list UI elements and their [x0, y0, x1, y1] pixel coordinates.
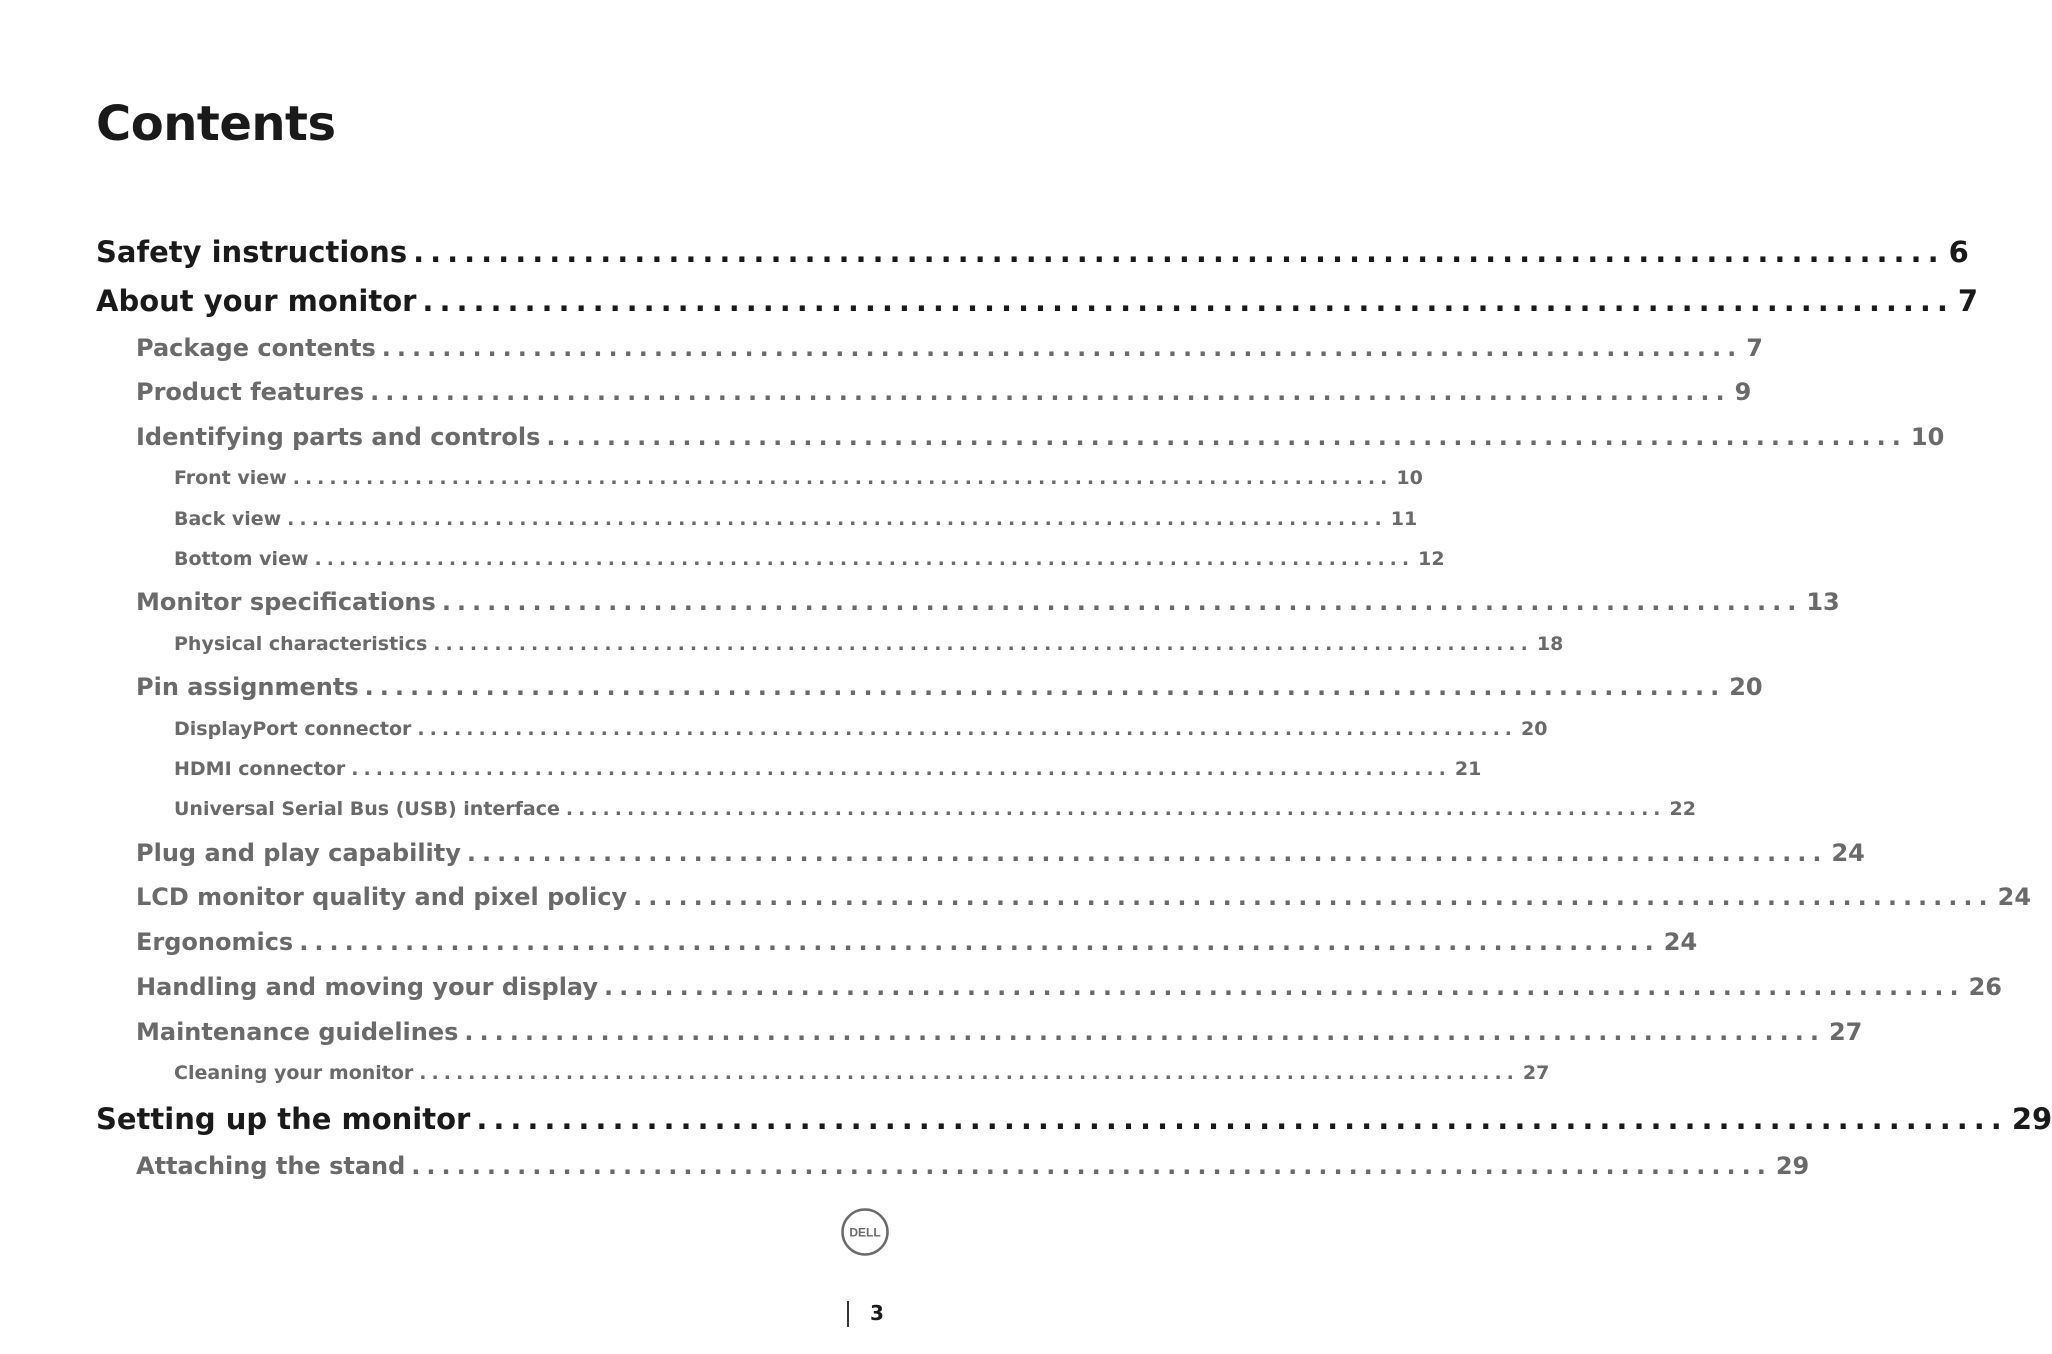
toc-entry-maintenance-guidelines[interactable]: [136, 1015, 1863, 1049]
toc-entry-page: 10: [1396, 467, 1423, 489]
toc-entry-front-view[interactable]: [174, 464, 1423, 492]
toc-entry-title: Back view: [174, 508, 282, 530]
toc-entry-page: 7: [1957, 284, 1979, 318]
toc-dot-leader: ..........................................................................................: [411, 1152, 1772, 1180]
toc-entry-cleaning-your-monitor[interactable]: [174, 1059, 1550, 1087]
toc-entry-safety-instructions[interactable]: [96, 232, 1969, 272]
toc-dot-leader: ..........................................................................................: [381, 334, 1743, 362]
toc-entry-title: Plug and play capability: [136, 839, 461, 867]
toc-entry-monitor-specifications[interactable]: [136, 585, 1840, 619]
toc-entry-title: Setting up the monitor: [96, 1102, 471, 1136]
toc-entry-title: Front view: [174, 467, 287, 489]
toc-dot-leader: ..........................................................................................: [476, 1102, 2008, 1136]
dell-logo-text: DELL: [849, 1225, 881, 1240]
toc-dot-leader: ..........................................................................................: [546, 423, 1907, 451]
toc-entry-page: 13: [1806, 588, 1840, 616]
toc-entry-page: 24: [1997, 883, 2032, 911]
toc-entry-title: Bottom view: [174, 548, 309, 570]
toc-entry-setting-up-the-monitor[interactable]: [96, 1099, 2052, 1139]
toc-dot-leader: ..........................................................................................: [314, 548, 1415, 570]
toc-entry-page: 26: [1968, 973, 2002, 1001]
toc-entry-handling-moving-display[interactable]: [136, 970, 2002, 1004]
toc-dot-leader: ..........................................................................................: [422, 284, 1954, 318]
toc-dot-leader: ..........................................................................................: [441, 588, 1803, 616]
toc-dot-leader: ..........................................................................................: [419, 1062, 1519, 1084]
toc-entry-page: 9: [1734, 378, 1752, 406]
toc-dot-leader: ..........................................................................................: [351, 758, 1451, 780]
page-number: 3: [870, 1301, 884, 1325]
toc-entry-product-features[interactable]: [136, 375, 1752, 409]
toc-entry-title: Product features: [136, 378, 365, 406]
toc-entry-hdmi-connector[interactable]: [174, 755, 1482, 783]
footer-divider: [847, 1301, 849, 1327]
toc-entry-attaching-the-stand[interactable]: [136, 1149, 1810, 1183]
toc-entry-page: 29: [1775, 1152, 1810, 1180]
toc-entry-identifying-parts[interactable]: [136, 420, 1945, 454]
toc-entry-plug-and-play[interactable]: [136, 836, 1865, 870]
toc-entry-page: 18: [1536, 633, 1564, 655]
toc-entry-title: Handling and moving your display: [136, 973, 599, 1001]
toc-entry-page: 20: [1521, 718, 1548, 740]
toc-entry-title: Safety instructions: [96, 235, 408, 269]
toc-entry-ergonomics[interactable]: [136, 925, 1698, 959]
toc-dot-leader: ..........................................................................................: [604, 973, 1965, 1001]
toc-entry-page: 27: [1522, 1062, 1550, 1084]
toc-dot-leader: ..........................................................................................: [433, 633, 1533, 655]
toc-entry-title: Pin assignments: [136, 673, 359, 701]
toc-entry-page: 21: [1454, 758, 1482, 780]
toc-entry-page: 29: [2011, 1102, 2052, 1136]
toc-entry-title: Attaching the stand: [136, 1152, 406, 1180]
dell-logo-icon: [841, 1208, 889, 1256]
toc-dot-leader: ..........................................................................................: [287, 508, 1387, 530]
toc-entry-pin-assignments[interactable]: [136, 670, 1763, 704]
toc-dot-leader: ..........................................................................................: [370, 378, 1731, 406]
toc-entry-title: Universal Serial Bus (USB) interface: [174, 798, 560, 820]
toc-entry-title: Physical characteristics: [174, 633, 428, 655]
toc-dot-leader: ..........................................................................................: [466, 839, 1828, 867]
toc-dot-leader: ..........................................................................................: [299, 928, 1660, 956]
toc-entry-title: LCD monitor quality and pixel policy: [136, 883, 628, 911]
toc-dot-leader: ..........................................................................................: [292, 467, 1393, 489]
toc-entry-page: 12: [1418, 548, 1445, 570]
toc-entry-about-your-monitor[interactable]: [96, 281, 1979, 321]
toc-entry-title: Maintenance guidelines: [136, 1018, 459, 1046]
toc-entry-package-contents[interactable]: [136, 331, 1763, 365]
toc-dot-leader: ..........................................................................................: [565, 798, 1666, 820]
toc-dot-leader: ..........................................................................................: [417, 718, 1518, 740]
toc-entry-title: HDMI connector: [174, 758, 346, 780]
toc-entry-page: 24: [1663, 928, 1698, 956]
toc-entry-title: Ergonomics: [136, 928, 294, 956]
toc-dot-leader: ..........................................................................................: [464, 1018, 1825, 1046]
toc-entry-page: 27: [1828, 1018, 1863, 1046]
toc-entry-title: DisplayPort connector: [174, 718, 412, 740]
toc-entry-title: About your monitor: [96, 284, 417, 318]
toc-entry-title: Identifying parts and controls: [136, 423, 541, 451]
toc-dot-leader: ..........................................................................................: [364, 673, 1726, 701]
toc-entry-page: 11: [1390, 508, 1418, 530]
toc-entry-displayport-connector[interactable]: [174, 715, 1548, 743]
page-title: Contents: [96, 96, 336, 152]
toc-entry-lcd-quality-pixel-policy[interactable]: [136, 880, 2032, 914]
toc-entry-page: 22: [1669, 798, 1696, 820]
toc-entry-page: 6: [1948, 235, 1969, 269]
toc-entry-title: Monitor specifications: [136, 588, 436, 616]
toc-entry-page: 20: [1729, 673, 1763, 701]
toc-entry-page: 24: [1831, 839, 1865, 867]
toc-dot-leader: ..........................................................................................: [633, 883, 1994, 911]
toc-entry-bottom-view[interactable]: [174, 545, 1445, 573]
toc-entry-page: 7: [1746, 334, 1763, 362]
toc-entry-usb-interface[interactable]: [174, 795, 1696, 823]
toc-entry-back-view[interactable]: [174, 505, 1418, 533]
toc-dot-leader: ..........................................................................................: [413, 235, 1945, 269]
toc-entry-title: Package contents: [136, 334, 376, 362]
toc-entry-physical-characteristics[interactable]: [174, 630, 1564, 658]
toc-entry-page: 10: [1910, 423, 1945, 451]
toc-entry-title: Cleaning your monitor: [174, 1062, 414, 1084]
